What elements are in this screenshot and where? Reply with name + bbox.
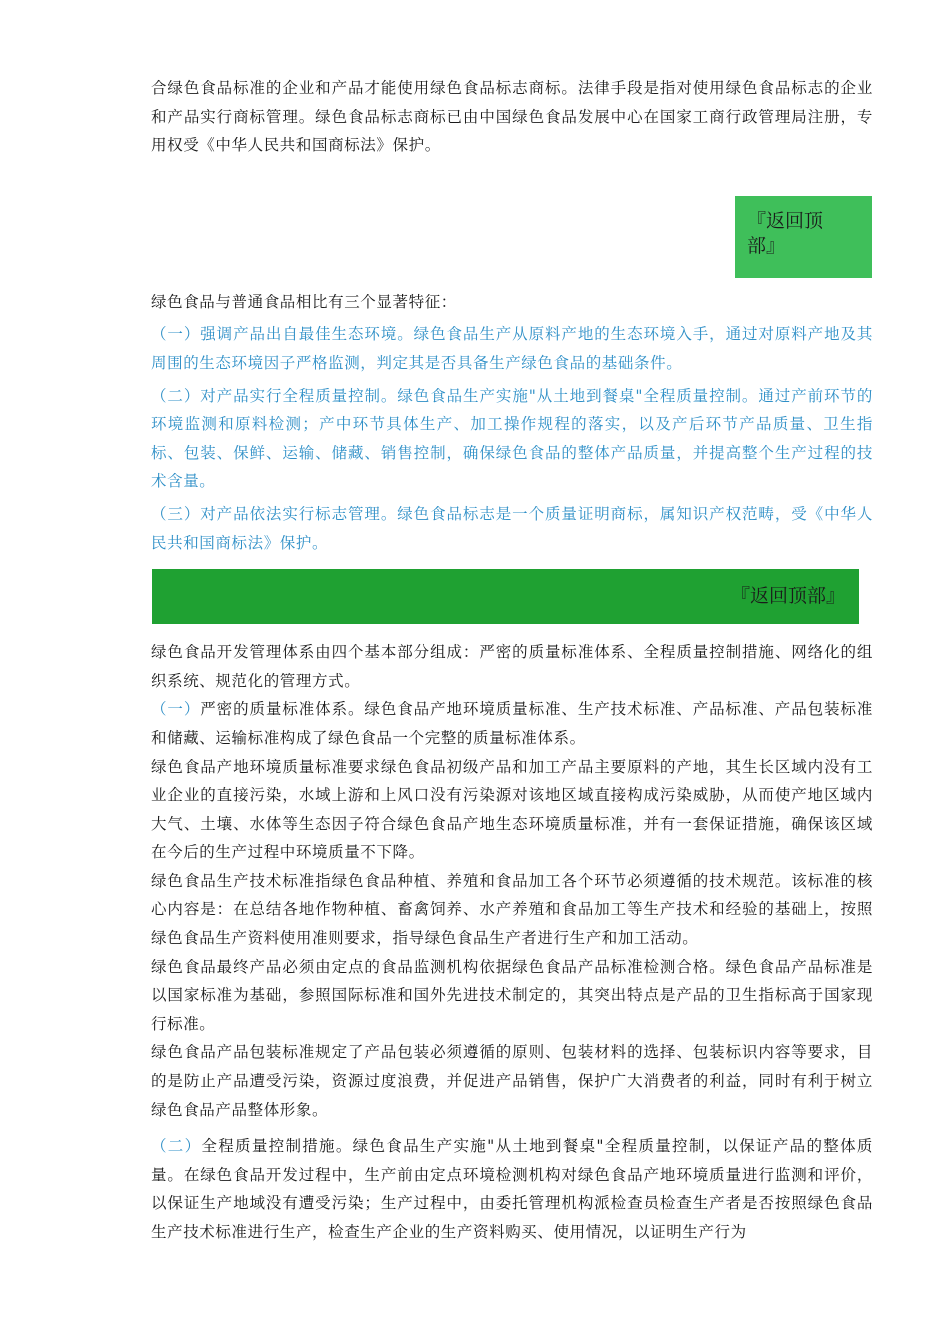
part-1-text: 严密的质量标准体系。绿色食品产地环境质量标准、生产技术标准、产品标准、产品包装标准和储藏、运输标准构成了绿色食品一个完整的质量标准体系。 xyxy=(151,700,873,747)
env-standard-paragraph: 绿色食品产地环境质量标准要求绿色食品初级产品和加工产品主要原料的产地，其生长区域内没有工业企业的直接污染，水域上游和上风口没有污染源对该地区域直接构成污染威胁，从而使产地区域内大气、土壤、水体等生态因子符合绿色食品产地生态环境质量标准，并有一套保证措施，确保该区域在今后的生产过程中环境质量不下降。 xyxy=(151,757,873,862)
part-2-prefix: （二） xyxy=(151,1137,202,1156)
system-intro: 绿色食品开发管理体系由四个基本部分组成：严密的质量标准体系、全程质量控制措施、网络化的组织系统、规范化的管理方式。 xyxy=(151,643,873,690)
feature-item-1: （一）强调产品出自最佳生态环境。绿色食品生产从原料产地的生态环境入手，通过对原料产地及其周围的生态环境因子严格监测，判定其是否具备生产绿色食品的基础条件。 xyxy=(151,325,873,372)
part-1-prefix: （一） xyxy=(151,700,201,719)
tech-standard-paragraph: 绿色食品生产技术标准指绿色食品种植、养殖和食品加工各个环节必须遵循的技术规范。该标准的核心内容是：在总结各地作物种植、畜禽饲养、水产养殖和食品加工等生产技术和经验的基础上，按照绿色食品生产资料使用准则要求，指导绿色食品生产者进行生产和加工活动。 xyxy=(151,871,873,948)
system-part-1 xyxy=(151,695,873,752)
back-to-top-banner-button[interactable]: 『返回顶部』 xyxy=(152,569,859,624)
intro-paragraph: 合绿色食品标准的企业和产品才能使用绿色食品标志商标。法律手段是指对使用绿色食品标志的企业和产品实行商标管理。绿色食品标志商标已由中国绿色食品发展中心在国家工商行政管理局注册，专用权受《中华人民共和国商标法》保护。 xyxy=(151,79,873,155)
part-2-text: 全程质量控制措施。绿色食品生产实施"从土地到餐桌"全程质量控制，以保证产品的整体质量。在绿色食品开发过程中，生产前由定点环境检测机构对绿色食品产地环境质量进行监测和评价，以保证生产地域没有遭受污染；生产过程中，由委托管理机构派检查员检查生产者是否按照绿色食品生产技术标准进行生产，检查生产企业的生产资料购买、使用情况，以证明生产行为 xyxy=(151,1137,873,1241)
feature-item-3: （三）对产品依法实行标志管理。绿色食品标志是一个质量证明商标，属知识产权范畴，受《中华人民共和国商标法》保护。 xyxy=(151,504,873,552)
back-to-top-button[interactable]: 『返回顶部』 xyxy=(735,196,872,278)
product-standard-paragraph: 绿色食品最终产品必须由定点的食品监测机构依据绿色食品产品标准检测合格。绿色食品产品标准是以国家标准为基础，参照国际标准和国外先进技术制定的，其突出特点是产品的卫生指标高于国家现行标准。 xyxy=(151,957,873,1033)
document-body xyxy=(151,74,873,1247)
package-standard-paragraph: 绿色食品产品包装标准规定了产品包装必须遵循的原则、包装材料的选择、包装标识内容等要求，目的是防止产品遭受污染，资源过度浪费，并促进产品销售，保护广大消费者的利益，同时有利于树立绿色食品产品整体形象。 xyxy=(151,1043,873,1119)
system-part-2 xyxy=(151,1132,873,1246)
features-heading: 绿色食品与普通食品相比有三个显著特征： xyxy=(151,292,457,311)
feature-item-2: （二）对产品实行全程质量控制。绿色食品生产实施"从土地到餐桌"全程质量控制。通过产前环节的环境监测和原料检测；产中环节具体生产、加工操作规程的落实，以及产后环节产品质量、卫生指标、包装、保鲜、运输、储藏、销售控制，确保绿色食品的整体产品质量，并提高整个生产过程的技术含量。 xyxy=(151,386,873,491)
